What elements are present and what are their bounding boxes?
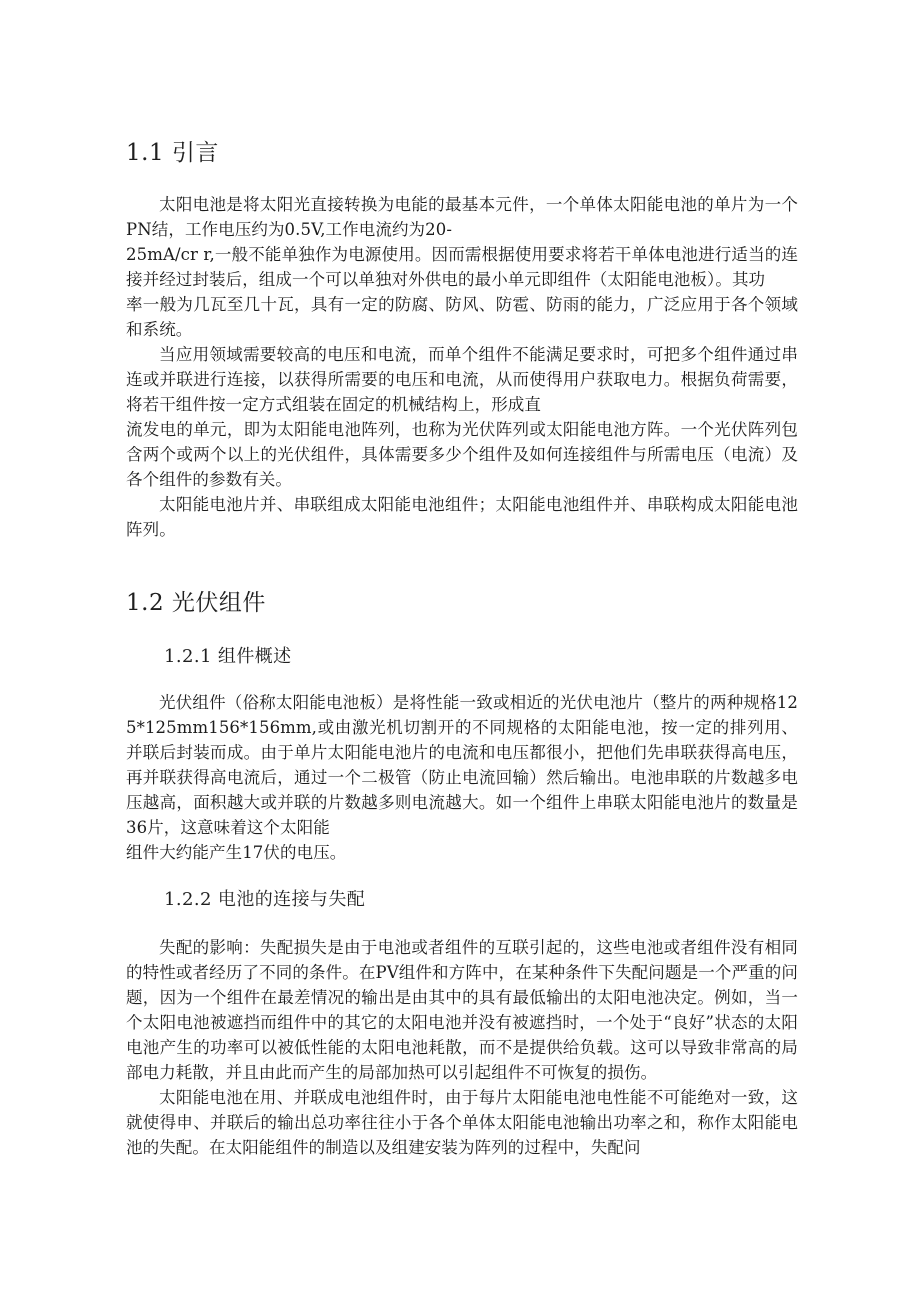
spacer-before-heading-1-2 (126, 542, 798, 588)
spacer-after-heading-1-1 (126, 168, 798, 192)
heading-1-2: 1.2 光伏组件 (126, 590, 266, 616)
paragraph-1-1-6: 太阳能电池片并、串联组成太阳能电池组件；太阳能电池组件并、串联构成太阳能电池阵列。 (126, 495, 798, 539)
heading-1-2-2: 1.2.2 电池的连接与失配 (164, 889, 366, 910)
paragraph-1-1-3: 率一般为几瓦至几十瓦，具有一定的防腐、防风、防雹、防雨的能力，广泛应用于各个领域和系统。 (126, 295, 798, 339)
spacer-after-heading-1-2-1 (126, 670, 798, 690)
heading-1-2-1: 1.2.1 组件概述 (164, 646, 292, 667)
paragraph-1-1-1: 太阳电池是将太阳光直接转换为电能的最基本元件，一个单体太阳能电池的单片为一个PN结，工作电压约为0.5V,工作电流约为20- (126, 195, 798, 239)
paragraph-1-1-4: 当应用领域需要较高的电压和电流，而单个组件不能满足要求时，可把多个组件通过串连或并联进行连接，以获得所需要的电压和电流，从而使得用户获取电力。根据负荷需要，将若干组件按一定方式组装在固定的机械结构上，形成直 (126, 345, 798, 414)
spacer-before-heading-1-2-2 (126, 865, 798, 887)
paragraph-1-2-1-1: 光伏组件（俗称太阳能电池板）是将性能一致或相近的光伏电池片（整片的两种规格125*125mm156*156mm,或由激光机切割开的不同规格的太阳能电池，按一定的排列用、并联后封装而成。由于单片太阳能电池片的电流和电压都很小，把他们先串联获得高电压，再并联获得高电流后，通过一个二极管（防止电流回输）然后输出。电池串联的片数越多电压越高，面积越大或并联的片数越多则电流越大。如一个组件上串联太阳能电池片的数量是36片，这意味着这个太阳能 (126, 693, 798, 837)
paragraph-1-2-2-1: 失配的影响：失配损失是由于电池或者组件的互联引起的，这些电池或者组件没有相同的特性或者经历了不同的条件。在PV组件和方阵中，在某种条件下失配问题是一个严重的问题，因为一个组件在最差情况的输出是由其中的具有最低输出的太阳电池决定。例如，当一个太阳电池被遮挡而组件中的其它的太阳电池并没有被遮挡时，一个处于“良好”状态的太阳电池产生的功率可以被低性能的太阳电池耗散，而不是提供给负载。这可以导致非常高的局部电力耗散，并且由此而产生的局部加热可以引起组件不可恢复的损伤。 (126, 938, 798, 1082)
heading-1-1: 1.1 引言 (126, 140, 219, 166)
spacer-after-heading-1-2-2 (126, 913, 798, 935)
paragraph-1-2-1-2: 组件大约能产生17伏的电压。 (126, 843, 347, 862)
paragraph-1-1-2: 25mA/cr r,一般不能单独作为电源使用。因而需根据使用要求将若干单体电池进行适当的连接并经过封装后，组成一个可以单独对外供电的最小单元即组件（太阳能电池板）。其功 (126, 245, 798, 289)
top-margin-spacer (126, 0, 798, 138)
paragraph-1-2-2-2: 太阳能电池在用、并联成电池组件时，由于每片太阳能电池电性能不可能绝对一致，这就使得申、并联后的输出总功率往往小于各个单体太阳能电池输出功率之和，称作太阳能电池的失配。在太阳能组件的制造以及组建安装为阵列的过程中，失配问 (126, 1088, 798, 1157)
document-content (126, 0, 798, 1160)
spacer-after-heading-1-2 (126, 618, 798, 644)
paragraph-1-1-5: 流发电的单元，即为太阳能电池阵列，也称为光伏阵列或太阳能电池方阵。一个光伏阵列包含两个或两个以上的光伏组件，具体需要多少个组件及如何连接组件与所需电压（电流）及各个组件的参数有关。 (126, 420, 798, 489)
